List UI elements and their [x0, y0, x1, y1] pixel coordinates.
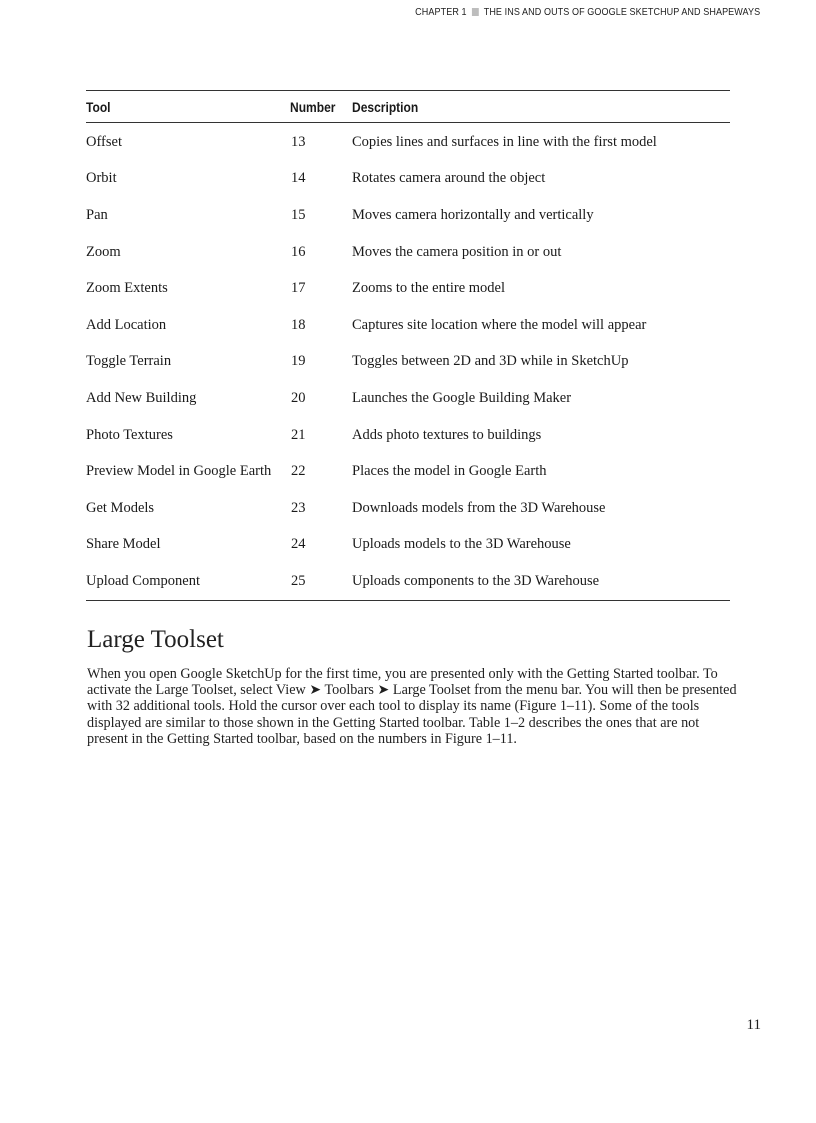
square-separator-icon	[472, 8, 479, 16]
tool-number-cell: 16	[291, 243, 306, 260]
table-header-row	[86, 91, 730, 123]
header-description: Description	[352, 98, 419, 115]
tool-name-cell: Add New Building	[86, 389, 197, 406]
table-row	[86, 197, 730, 234]
table-row	[86, 490, 730, 527]
tool-description-cell: Moves the camera position in or out	[352, 243, 562, 260]
tool-description-cell: Captures site location where the model will appear	[352, 316, 647, 333]
tool-name-cell: Offset	[86, 133, 122, 150]
table-row	[86, 344, 730, 381]
table-row	[86, 453, 730, 490]
page-number: 11	[746, 1017, 761, 1033]
running-head-chapter: CHAPTER 1	[414, 6, 467, 18]
table-row	[86, 380, 730, 417]
tool-number-cell: 19	[291, 353, 306, 370]
tool-description-cell: Uploads models to the 3D Warehouse	[352, 536, 571, 553]
tools-table	[86, 90, 730, 601]
tool-description-cell: Downloads models from the 3D Warehouse	[352, 499, 606, 516]
tool-name-cell: Zoom Extents	[86, 280, 168, 297]
tool-name-cell: Toggle Terrain	[86, 353, 172, 370]
table-row	[86, 417, 730, 454]
running-head	[415, 6, 760, 18]
table-row	[86, 563, 730, 600]
tool-description-cell: Copies lines and surfaces in line with the first model	[352, 133, 657, 150]
tool-description-cell: Moves camera horizontally and vertically	[352, 206, 594, 223]
tool-number-cell: 21	[291, 426, 306, 443]
tool-name-cell: Preview Model in Google Earth	[86, 463, 272, 480]
tool-description-cell: Adds photo textures to buildings	[352, 426, 542, 443]
tool-number-cell: 20	[291, 389, 306, 406]
tool-number-cell: 25	[291, 572, 306, 589]
tool-number-cell: 17	[291, 280, 306, 297]
tool-name-cell: Zoom	[86, 243, 121, 260]
tool-name-cell: Share Model	[86, 536, 161, 553]
table-row	[86, 270, 730, 307]
table-row	[86, 161, 730, 198]
tool-name-cell: Get Models	[86, 499, 155, 516]
tool-number-cell: 24	[291, 536, 306, 553]
tool-number-cell: 13	[291, 133, 306, 150]
tool-name-cell: Add Location	[86, 316, 167, 333]
table-row	[86, 307, 730, 344]
tool-description-cell: Places the model in Google Earth	[352, 463, 547, 480]
tool-description-cell: Zooms to the entire model	[352, 280, 506, 297]
tool-name-cell: Orbit	[86, 170, 117, 187]
tool-number-cell: 22	[291, 463, 306, 480]
tool-description-cell: Uploads components to the 3D Warehouse	[352, 572, 600, 589]
section-title: Large Toolset	[87, 626, 224, 653]
tool-number-cell: 18	[291, 316, 306, 333]
table-row	[86, 527, 730, 564]
tool-description-cell: Launches the Google Building Maker	[352, 389, 572, 406]
tool-name-cell: Photo Textures	[86, 426, 173, 443]
tool-description-cell: Toggles between 2D and 3D while in SketchUp	[352, 353, 629, 370]
tool-number-cell: 14	[291, 170, 306, 187]
tool-number-cell: 23	[291, 499, 306, 516]
table-row	[86, 123, 730, 161]
tool-name-cell: Upload Component	[86, 572, 200, 589]
table-row	[86, 234, 730, 271]
running-head-title: THE INS AND OUTS OF GOOGLE SKETCHUP AND SHAPEWAYS	[483, 6, 760, 18]
tool-number-cell: 15	[291, 206, 306, 223]
header-tool: Tool	[86, 98, 111, 115]
tool-description-cell: Rotates camera around the object	[352, 170, 546, 187]
tool-name-cell: Pan	[86, 206, 108, 223]
section-body: When you open Google SketchUp for the first time, you are presented only with the Getting Started toolbar. To activate the Large Toolset, select View ➤ Toolbars ➤ Large Toolset from the menu bar. You will then be presented with 32 additional tools. Hold the cursor over each tool to display its name (Figure 1–11). Some of the tools displayed are similar to those shown in the Getting Started toolbar. Table 1–2 describes the ones that are not present in the Getting Started toolbar, based on the numbers in Figure 1–11.	[87, 666, 737, 747]
header-number: Number	[290, 98, 336, 115]
